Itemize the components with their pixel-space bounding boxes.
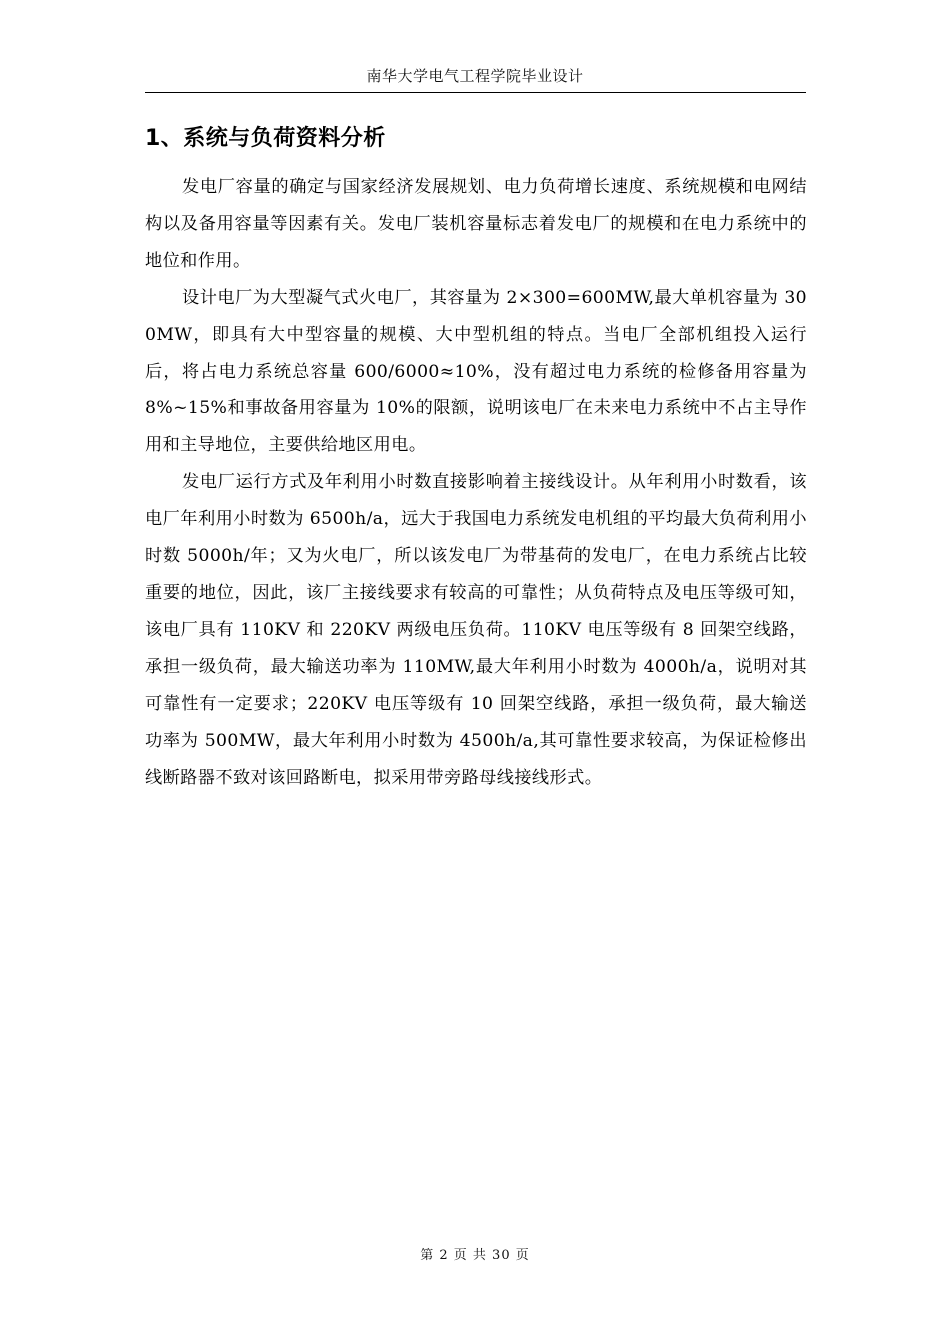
page-header-title: 南华大学电气工程学院毕业设计 (366, 67, 584, 85)
page-number-footer: 第 2 页 共 30 页 (420, 1248, 530, 1263)
section-title: 1、系统与负荷资料分析 (145, 126, 386, 151)
header-divider (145, 92, 806, 93)
paragraph-capacity-factors: 发电厂容量的确定与国家经济发展规划、电力负荷增长速度、系统规模和电网结构以及备用容量等因素有关。发电厂装机容量标志着发电厂的规模和在电力系统中的地位和作用。 (145, 177, 807, 271)
section-body (145, 169, 807, 796)
paragraph-operation-mode: 发电厂运行方式及年利用小时数直接影响着主接线设计。从年利用小时数看，该电厂年利用小时数为 6500h/a，远大于我国电力系统发电机组的平均最大负荷利用小时数 5000h/年；又为火电厂，所以该发电厂为带基荷的发电厂，在电力系统占比较重要的地位，因此，该厂主接线要求有较高的可靠性；从负荷特点及电压等级可知，该电厂具有 110KV 和 220KV 两级电压负荷。110KV 电压等级有 8 回架空线路，承担一级负荷，最大输送功率为 110MW,最大年利用小时数为 4000h/a，说明对其可靠性有一定要求；220KV 电压等级有 10 回架空线路，承担一级负荷，最大输送功率为 500MW，最大年利用小时数为 4500h/a,其可靠性要求较高，为保证检修出线断路器不致对该回路断电，拟采用带旁路母线接线形式。 (145, 472, 807, 788)
paragraph-plant-capacity: 设计电厂为大型凝气式火电厂，其容量为 2×300=600MW,最大单机容量为 300MW，即具有大中型容量的规模、大中型机组的特点。当电厂全部机组投入运行后，将占电力系统总容量 600/6000≈10%，没有超过电力系统的检修备用容量为 8%~15%和事故备用容量为 10%的限额，说明该电厂在未来电力系统中不占主导作用和主导地位，主要供给地区用电。 (145, 287, 807, 456)
